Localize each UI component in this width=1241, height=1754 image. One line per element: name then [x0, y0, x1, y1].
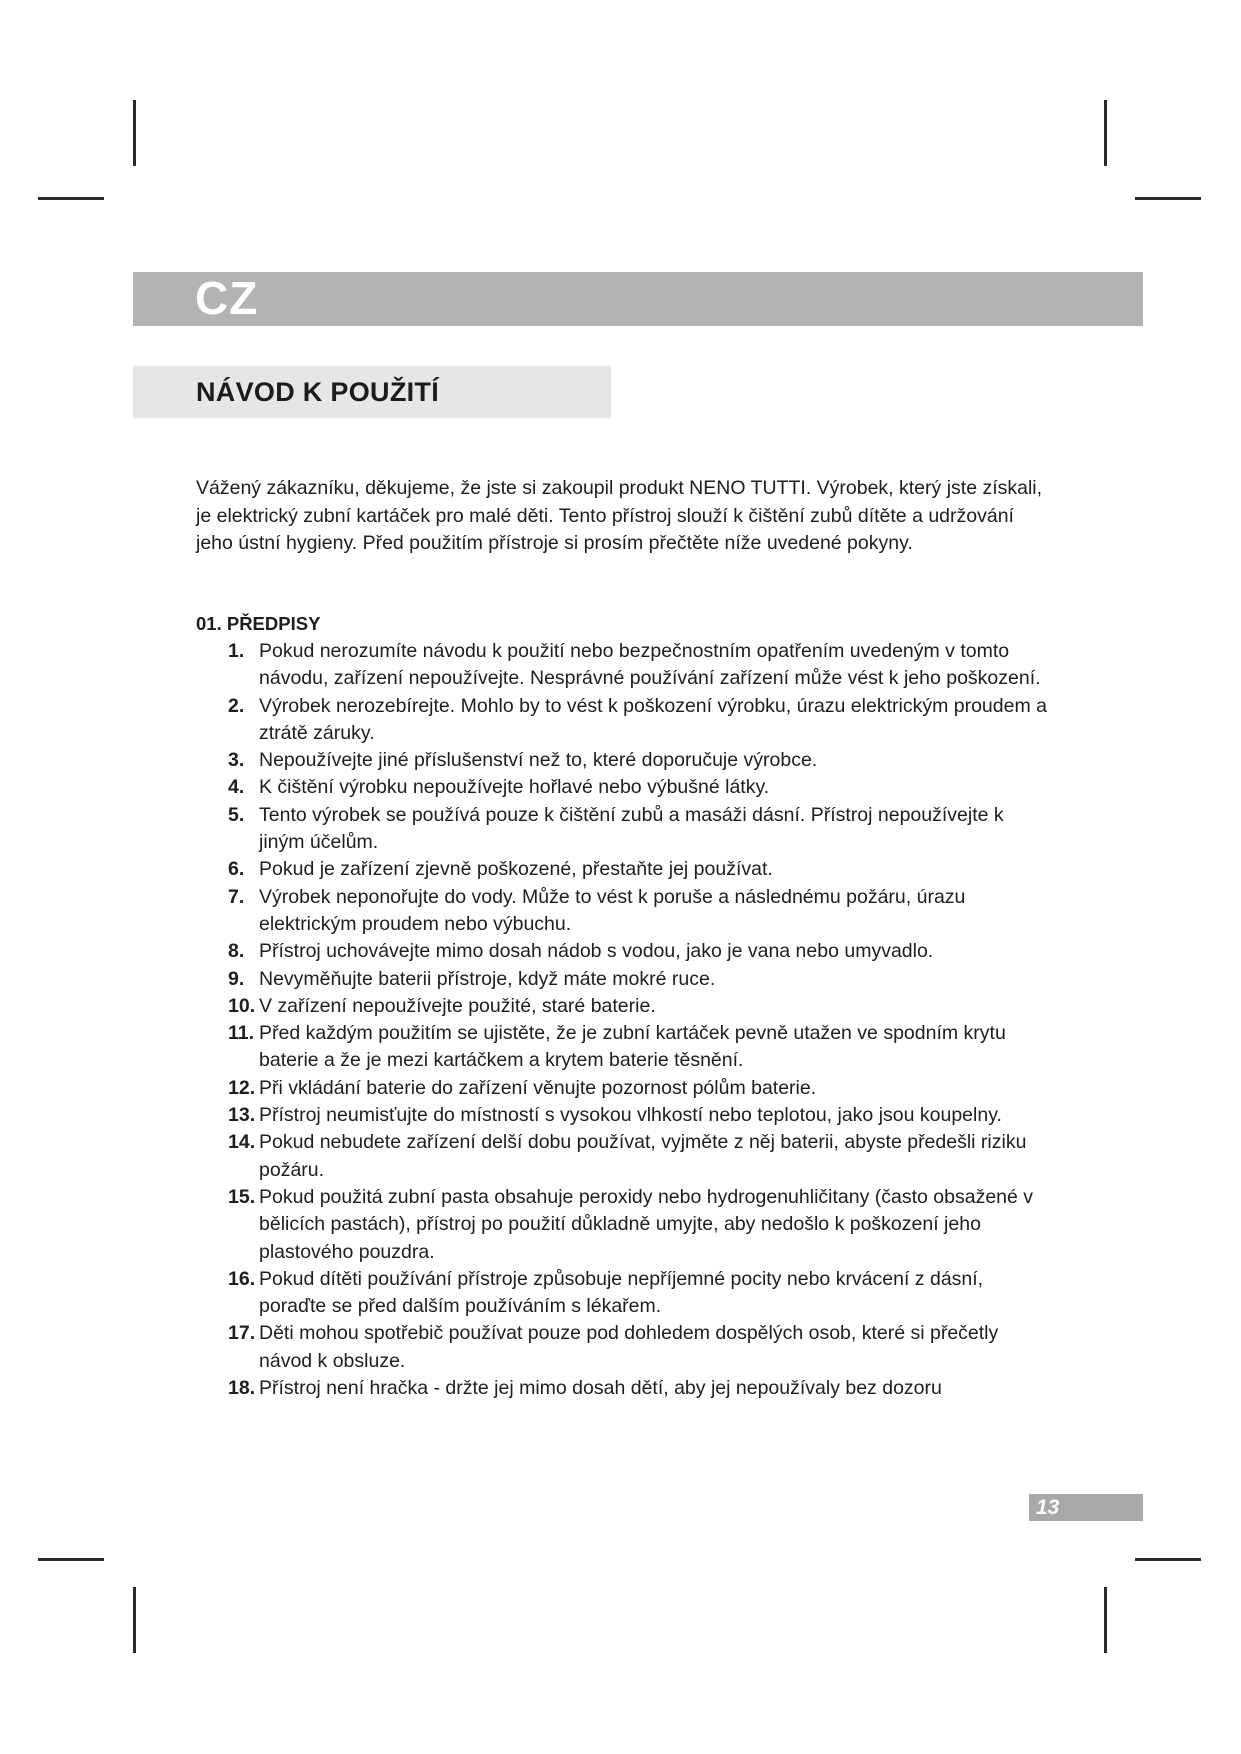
item-number: 17. — [228, 1322, 256, 1345]
list-item — [228, 993, 1048, 1020]
item-number: 9. — [228, 967, 245, 990]
list-item — [228, 1020, 1048, 1075]
list-item — [228, 1184, 1048, 1266]
item-text: Pokud nerozumíte návodu k použití nebo bezpečnostním opatřením uvedeným v tomto návodu, zařízení nepoužívejte. Nesprávné používání zařízení může vést k jeho poškození. — [259, 640, 1041, 690]
list-item — [228, 1320, 1048, 1375]
item-number: 12. — [228, 1076, 256, 1099]
item-text: Při vkládání baterie do zařízení věnujte pozornost pólům baterie. — [259, 1076, 817, 1099]
item-number: 11. — [228, 1022, 255, 1045]
list-item — [228, 774, 1048, 801]
item-text: Před každým použitím se ujistěte, že je zubní kartáček pevně utažen ve spodním krytu baterie a že je mezi kartáčkem a krytem baterie těsnění. — [259, 1022, 1006, 1072]
list-item — [228, 1375, 1048, 1402]
language-band — [133, 272, 1143, 326]
page-number: 13 — [1036, 1496, 1060, 1519]
crop-mark-bottom-right-vertical — [1104, 1587, 1107, 1653]
item-text: K čištění výrobku nepoužívejte hořlavé nebo výbušné látky. — [259, 776, 770, 799]
item-number: 16. — [228, 1267, 256, 1290]
item-number: 14. — [228, 1131, 256, 1154]
item-text: Děti mohou spotřebič používat pouze pod dohledem dospělých osob, které si přečetly návod k obsluze. — [259, 1322, 999, 1372]
item-text: Pokud je zařízení zjevně poškozené, přestaňte jej používat. — [259, 858, 773, 881]
item-number: 3. — [228, 749, 245, 772]
item-number: 18. — [228, 1377, 256, 1400]
item-number: 8. — [228, 940, 245, 963]
crop-mark-top-right-vertical — [1104, 100, 1107, 166]
item-text: Pokud dítěti používání přístroje způsobuje nepříjemné pocity nebo krvácení z dásní, poraďte se před dalším používáním s lékařem. — [259, 1267, 984, 1318]
item-text: V zařízení nepoužívejte použité, staré baterie. — [259, 994, 656, 1017]
crop-mark-top-left-vertical — [133, 100, 136, 166]
rules-list — [228, 638, 1048, 1402]
list-item — [228, 966, 1048, 993]
crop-mark-top-right-horizontal — [1135, 197, 1201, 200]
item-text: Přístroj není hračka - držte jej mimo dosah dětí, aby jej nepoužívaly bez dozoru — [259, 1377, 942, 1400]
item-text: Pokud použitá zubní pasta obsahuje peroxidy nebo hydrogenuhličitany (často obsažené v bělicích pastách), přístroj po použití důkladně umyjte, aby nedošlo k poškození jeho plastového pouzdra. — [259, 1185, 1034, 1263]
list-item — [228, 1075, 1048, 1102]
list-item — [228, 693, 1048, 748]
item-number: 4. — [228, 776, 245, 799]
item-text: Přístroj uchovávejte mimo dosah nádob s vodou, jako je vana nebo umyvadlo. — [259, 940, 934, 963]
item-text: Nevyměňujte baterii přístroje, když máte mokré ruce. — [259, 967, 716, 990]
crop-mark-bottom-right-horizontal — [1135, 1558, 1201, 1561]
item-number: 2. — [228, 694, 245, 717]
intro-paragraph: Vážený zákazníku, děkujeme, že jste si zakoupil produkt NENO TUTTI. Výrobek, který jste získali, je elektrický zubní kartáček pro malé děti. Tento přístroj slouží k čištění zubů dítěte a udržování jeho ústní hygieny. Před použitím přístroje si prosím přečtěte níže uvedené pokyny. — [196, 477, 1043, 554]
item-number: 10. — [228, 994, 256, 1017]
item-text: Nepoužívejte jiné příslušenství než to, které doporučuje výrobce. — [259, 749, 818, 772]
item-number: 7. — [228, 885, 245, 908]
crop-mark-top-left-horizontal — [38, 197, 104, 200]
crop-mark-bottom-left-horizontal — [38, 1558, 104, 1561]
list-item — [228, 1129, 1048, 1184]
list-item — [228, 938, 1048, 965]
document-title: NÁVOD K POUŽITÍ — [196, 377, 440, 407]
crop-mark-bottom-left-vertical — [133, 1587, 136, 1653]
list-item — [228, 747, 1048, 774]
item-text: Výrobek nerozebírejte. Mohlo by to vést k poškození výrobku, úrazu elektrickým proudem a ztrátě záruky. — [259, 694, 1047, 744]
language-code: CZ — [195, 272, 259, 324]
item-number: 1. — [228, 640, 245, 662]
item-number: 13. — [228, 1104, 256, 1127]
list-item — [228, 1266, 1048, 1321]
list-item — [228, 884, 1048, 939]
list-item — [228, 856, 1048, 883]
item-text: Výrobek neponořujte do vody. Může to vést k poruše a následnému požáru, úrazu elektrickým proudem nebo výbuchu. — [259, 885, 966, 935]
section-heading: 01. PŘEDPISY — [196, 613, 321, 634]
item-text: Tento výrobek se používá pouze k čištění zubů a masáži dásní. Přístroj nepoužívejte k jiným účelům. — [259, 803, 1004, 854]
item-text: Pokud nebudete zařízení delší dobu používat, vyjměte z něj baterii, abyste předešli riziku požáru. — [259, 1131, 1027, 1181]
item-number: 6. — [228, 858, 245, 881]
list-item — [228, 638, 1048, 693]
list-item — [228, 802, 1048, 857]
item-text: Přístroj neumisťujte do místností s vysokou vlhkostí nebo teplotou, jako jsou koupelny. — [259, 1104, 1002, 1127]
item-number: 15. — [228, 1185, 256, 1208]
item-number: 5. — [228, 803, 245, 826]
list-item — [228, 1102, 1048, 1129]
